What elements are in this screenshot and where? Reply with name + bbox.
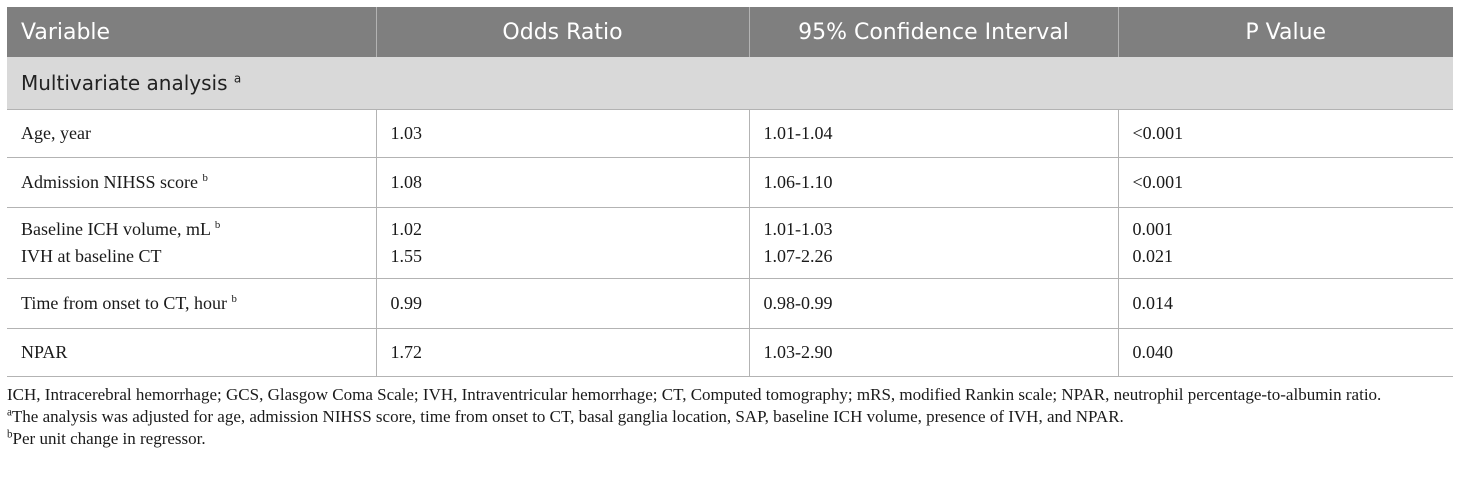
variable-label-2: IVH at baseline CT	[21, 245, 162, 266]
table-row	[7, 278, 1453, 328]
footnote-a-marker: a	[7, 406, 12, 419]
cell-p-value: 0.040	[1118, 328, 1453, 376]
table-footnotes	[7, 384, 1453, 450]
table-row	[7, 157, 1453, 207]
cell-variable	[7, 278, 376, 328]
header-p-value: P Value	[1118, 7, 1453, 57]
cell-ci: 1.03-2.90	[749, 328, 1118, 376]
variable-label: Time from onset to CT, hour	[21, 292, 227, 313]
cell-odds-ratio: 1.72	[376, 328, 749, 376]
odds-ratio-value-2: 1.55	[390, 245, 422, 266]
cell-ci: 0.98-0.99	[749, 278, 1118, 328]
cell-variable	[7, 328, 376, 376]
header-confidence-interval: 95% Confidence Interval	[749, 7, 1118, 57]
footnote-marker: b	[202, 171, 208, 184]
variable-label: Age, year	[21, 122, 91, 143]
cell-odds-ratio	[376, 207, 749, 278]
cell-variable	[7, 157, 376, 207]
ci-value-2: 1.07-2.26	[763, 245, 833, 266]
variable-label: Baseline ICH volume, mL	[21, 218, 211, 239]
cell-p-value: 0.014	[1118, 278, 1453, 328]
section-label: Multivariate analysis	[21, 70, 228, 95]
cell-ci: 1.01-1.04	[749, 109, 1118, 157]
cell-p-value: <0.001	[1118, 157, 1453, 207]
cell-odds-ratio: 1.03	[376, 109, 749, 157]
ci-value: 1.01-1.03	[763, 218, 833, 239]
variable-label: Admission NIHSS score	[21, 171, 199, 192]
header-variable: Variable	[7, 7, 376, 57]
variable-label: NPAR	[21, 341, 68, 362]
footnote-a-text: The analysis was adjusted for age, admission NIHSS score, time from onset to CT, basal ganglia location, SAP, baseline ICH volume, presence of IVH, and NPAR.	[11, 407, 1124, 426]
table-row	[7, 109, 1453, 157]
cell-p-value: <0.001	[1118, 109, 1453, 157]
abbreviations-footnote: ICH, Intracerebral hemorrhage; GCS, Glasgow Coma Scale; IVH, Intraventricular hemorrhage; CT, Computed tomography; mRS, modified Rankin scale; NPAR, neutrophil percentage-to-albumin ratio.	[7, 385, 1382, 404]
footnote-marker: b	[231, 292, 237, 305]
odds-ratio-value: 1.02	[390, 218, 422, 239]
section-footnote-marker: a	[233, 71, 242, 86]
table-row	[7, 328, 1453, 376]
cell-ci: 1.06-1.10	[749, 157, 1118, 207]
section-cell	[7, 57, 1453, 109]
p-value-2: 0.021	[1132, 245, 1173, 266]
footnote-b	[7, 428, 1453, 449]
p-value: 0.001	[1132, 218, 1173, 239]
results-table-container	[7, 7, 1453, 377]
multivariate-results-table	[7, 7, 1453, 377]
footnote-b-text: Per unit change in regressor.	[12, 429, 206, 448]
footnote-b-marker: b	[7, 428, 13, 441]
cell-variable	[7, 109, 376, 157]
section-row	[7, 57, 1453, 109]
cell-odds-ratio: 1.08	[376, 157, 749, 207]
header-row	[7, 7, 1453, 57]
cell-p-value	[1118, 207, 1453, 278]
footnote-a	[7, 406, 1453, 427]
table-row	[7, 207, 1453, 278]
cell-odds-ratio: 0.99	[376, 278, 749, 328]
footnote-marker: b	[214, 218, 221, 231]
cell-ci	[749, 207, 1118, 278]
variable-line	[21, 216, 362, 243]
cell-variable	[7, 207, 376, 278]
header-odds-ratio: Odds Ratio	[376, 7, 749, 57]
